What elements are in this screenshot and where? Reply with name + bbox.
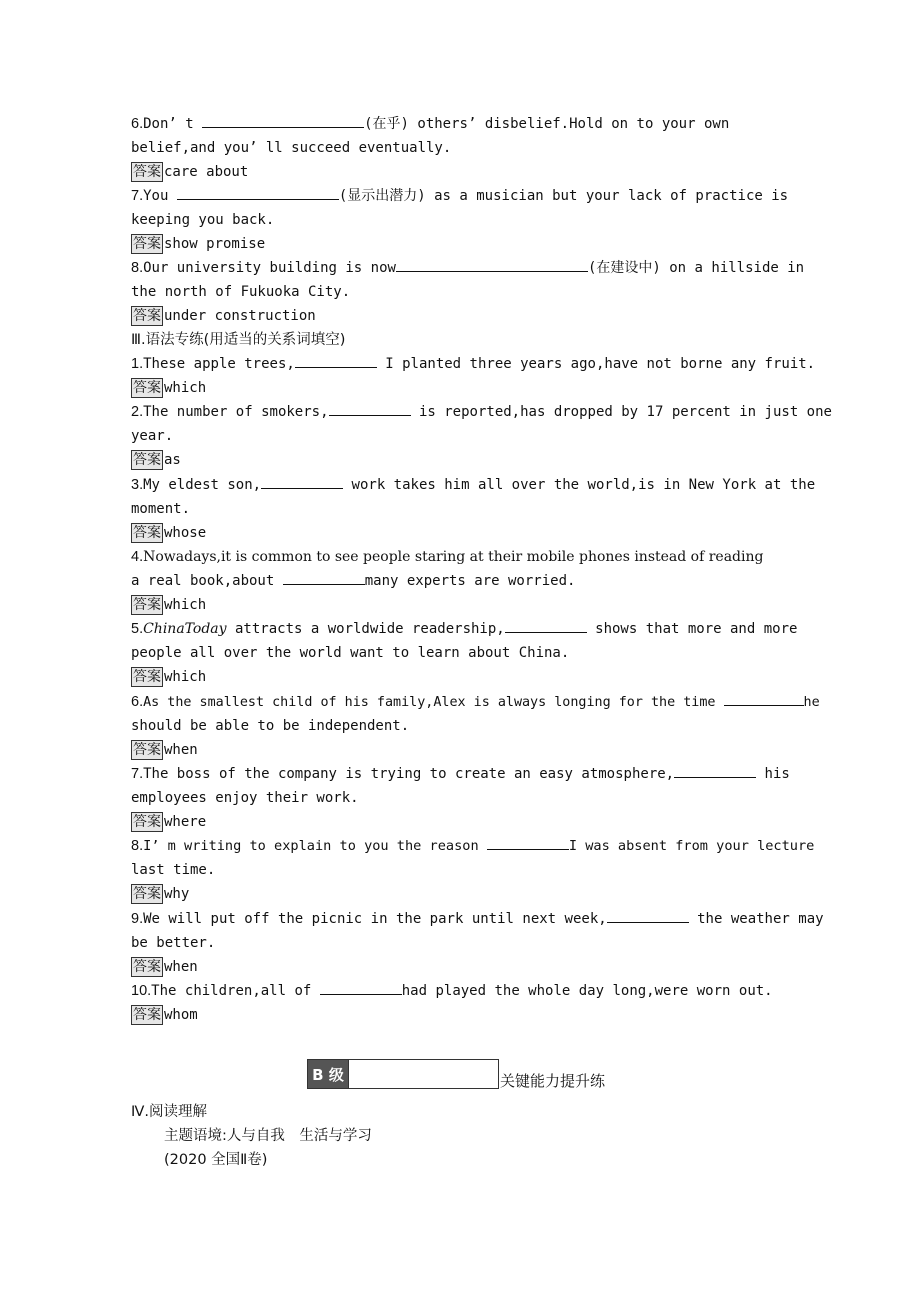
- answer-row: 答案 whom: [133, 1007, 198, 1023]
- level-banner-line: [349, 1059, 499, 1089]
- grammar-item-7: 7.The boss of the company is trying to create an easy atmosphere, his: [131, 762, 790, 786]
- level-badge: B 级: [307, 1059, 349, 1089]
- answer-blank[interactable]: [177, 185, 339, 200]
- answer-row: 答案 which: [133, 597, 207, 613]
- grammar-item-10: 10.The children,all of had played the whole day long,were worn out.: [131, 979, 773, 1003]
- grammar-item-7-line2: employees enjoy their work.: [131, 790, 359, 806]
- answer-tag: 答案: [133, 236, 161, 252]
- grammar-item-4: 4.Nowadays,it is common to see people staring at their mobile phones instead of reading: [131, 549, 764, 565]
- grammar-item-9: 9.We will put off the picnic in the park until next week, the weather may: [131, 907, 824, 931]
- answer-blank[interactable]: [607, 908, 689, 923]
- answer-blank[interactable]: [283, 570, 365, 585]
- answer-blank[interactable]: [295, 353, 377, 368]
- answer-row: 答案 under construction: [133, 308, 316, 324]
- answer-tag: 答案: [133, 452, 161, 468]
- grammar-item-1: 1.These apple trees, I planted three years ago,have not borne any fruit.: [131, 352, 815, 376]
- answer-tag: 答案: [133, 597, 161, 613]
- answer-tag: 答案: [133, 669, 161, 685]
- section-title-grammar: Ⅲ.语法专练(用适当的关系词填空): [131, 332, 346, 348]
- source-note: (2020 全国Ⅱ卷): [164, 1152, 268, 1168]
- answer-row: 答案 as: [133, 452, 181, 468]
- theme-context: 主题语境:人与自我 生活与学习: [164, 1128, 372, 1144]
- grammar-item-5-line2: people all over the world want to learn about China.: [131, 645, 570, 661]
- grammar-item-8: 8.I’ m writing to explain to you the reason I was absent from your lecture: [131, 834, 814, 858]
- answer-blank[interactable]: [320, 980, 402, 995]
- answer-blank[interactable]: [261, 474, 343, 489]
- answer-row: 答案 which: [133, 380, 207, 396]
- answer-blank[interactable]: [329, 401, 411, 416]
- grammar-item-6: 6.As the smallest child of his family,Alex is always longing for the time he: [131, 690, 820, 715]
- level-title: 关键能力提升练: [500, 1072, 606, 1090]
- vocab-item-7-line2: keeping you back.: [131, 212, 275, 228]
- vocab-item-6: 6.Don’ t (在乎) others’ disbelief.Hold on to your own: [131, 112, 729, 136]
- answer-blank[interactable]: [202, 113, 364, 128]
- section-title-reading: Ⅳ.阅读理解: [131, 1104, 207, 1120]
- answer-row: 答案 which: [133, 669, 207, 685]
- answer-tag: 答案: [133, 164, 161, 180]
- grammar-item-4-line2: a real book,about many experts are worried.: [131, 569, 575, 593]
- grammar-item-3-line2: moment.: [131, 501, 191, 517]
- answer-blank[interactable]: [396, 257, 588, 272]
- vocab-item-8-line2: the north of Fukuoka City.: [131, 284, 351, 300]
- grammar-item-2: 2.The number of smokers, is reported,has dropped by 17 percent in just one: [131, 400, 832, 424]
- vocab-item-6-line2: belief,and you’ ll succeed eventually.: [131, 140, 452, 156]
- answer-row: 答案 when: [133, 742, 198, 758]
- answer-row: 答案 where: [133, 814, 207, 830]
- answer-tag: 答案: [133, 380, 161, 396]
- vocab-item-8: 8.Our university building is now (在建设中) on a hillside in: [131, 256, 804, 280]
- answer-tag: 答案: [133, 308, 161, 324]
- grammar-item-3: 3.My eldest son, work takes him all over the world,is in New York at the: [131, 473, 815, 497]
- answer-tag: 答案: [133, 814, 161, 830]
- vocab-item-7: 7.You (显示出潜力) as a musician but your lack of practice is: [131, 184, 788, 208]
- answer-tag: 答案: [133, 1007, 161, 1023]
- level-banner: [307, 1059, 605, 1089]
- answer-tag: 答案: [133, 959, 161, 975]
- answer-row: 答案 care about: [133, 164, 249, 180]
- answer-row: 答案 why: [133, 886, 190, 902]
- answer-tag: 答案: [133, 525, 161, 541]
- answer-row: 答案 show promise: [133, 236, 266, 252]
- grammar-item-2-line2: year.: [131, 428, 174, 444]
- answer-blank[interactable]: [505, 618, 587, 633]
- answer-blank[interactable]: [487, 835, 569, 850]
- grammar-item-8-line2: last time.: [131, 862, 216, 878]
- grammar-item-5: 5.ChinaToday attracts a worldwide readership, shows that more and more: [131, 617, 797, 641]
- grammar-item-6-line2: should be able to be independent.: [131, 718, 410, 734]
- answer-tag: 答案: [133, 886, 161, 902]
- answer-row: 答案 when: [133, 959, 198, 975]
- answer-row: 答案 whose: [133, 525, 207, 541]
- answer-tag: 答案: [133, 742, 161, 758]
- answer-blank[interactable]: [724, 691, 804, 706]
- answer-blank[interactable]: [674, 763, 756, 778]
- grammar-item-9-line2: be better.: [131, 935, 216, 951]
